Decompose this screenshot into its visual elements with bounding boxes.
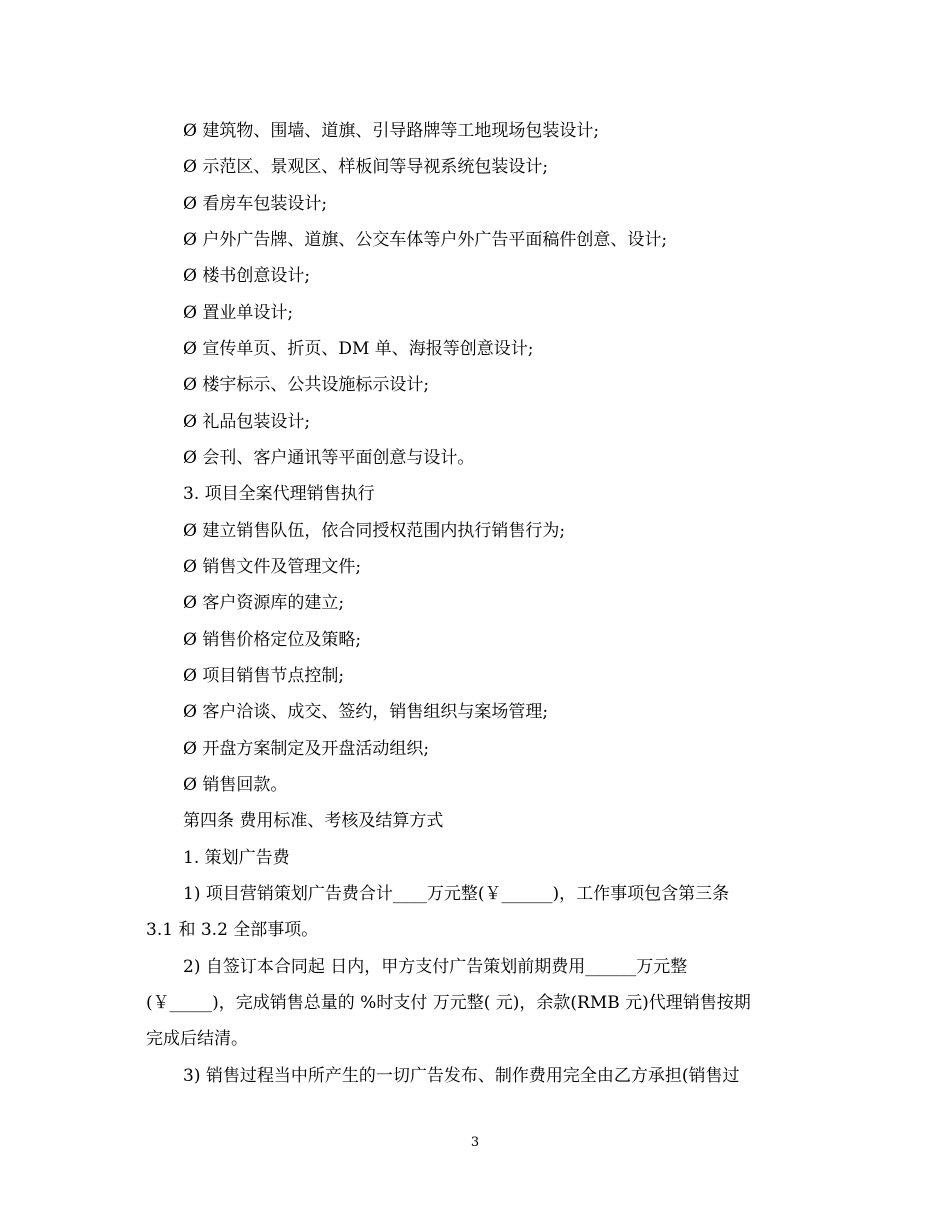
bullet-property-sheet: Ø 置业单设计; [183,303,294,323]
paragraph-1-line-1: 1) 项目营销策划广告费合计____万元整(￥______)，工作事项包含第三条 [183,884,730,904]
bullet-milestones: Ø 项目销售节点控制; [183,666,345,686]
paragraph-1-line-2: 3.1 和 3.2 全部事项。 [146,920,319,940]
bullet-opening: Ø 开盘方案制定及开盘活动组织; [183,739,430,759]
bullet-site-packaging: Ø 建筑物、围墙、道旗、引导路牌等工地现场包装设计; [183,121,600,141]
bullet-gift-packaging: Ø 礼品包装设计; [183,412,311,432]
paragraph-2-line-2: (￥_____)，完成销售总量的 %时支付 万元整( 元)，余款(RMB 元)代理销售按期 [146,993,751,1013]
paragraph-2-line-1: 2) 自签订本合同起 日内，甲方支付广告策划前期费用______万元整 [183,957,688,977]
paragraph-3-line-1: 3) 销售过程当中所产生的一切广告发布、制作费用完全由乙方承担(销售过 [183,1066,740,1086]
bullet-customer-db: Ø 客户资源库的建立; [183,593,345,613]
bullet-sales-docs: Ø 销售文件及管理文件; [183,557,362,577]
bullet-flyers: Ø 宣传单页、折页、DM 单、海报等创意设计; [183,339,534,359]
bullet-viewing-car: Ø 看房车包装设计; [183,194,328,214]
article-heading: 第四条 费用标准、考核及结算方式 [183,811,444,831]
bullet-newsletter: Ø 会刊、客户通讯等平面创意与设计。 [183,448,475,468]
bullet-signage: Ø 楼宇标示、公共设施标示设计; [183,375,430,395]
bullet-sales-team: Ø 建立销售队伍，依合同授权范围内执行销售行为; [183,521,566,541]
section-heading-sales: 3. 项目全案代理销售执行 [183,484,375,504]
bullet-guide-system: Ø 示范区、景观区、样板间等导视系统包装设计; [183,157,549,177]
bullet-pricing: Ø 销售价格定位及策略; [183,630,362,650]
page-number: 3 [470,1135,480,1150]
paragraph-2-line-3: 完成后结清。 [146,1029,248,1049]
subsection-heading: 1. 策划广告费 [183,848,290,868]
bullet-outdoor-ads: Ø 户外广告牌、道旗、公交车体等户外广告平面稿件创意、设计; [183,230,668,250]
bullet-payment-collection: Ø 销售回款。 [183,775,288,795]
bullet-negotiation: Ø 客户洽谈、成交、签约，销售组织与案场管理; [183,702,549,722]
bullet-brochure: Ø 楼书创意设计; [183,266,311,286]
